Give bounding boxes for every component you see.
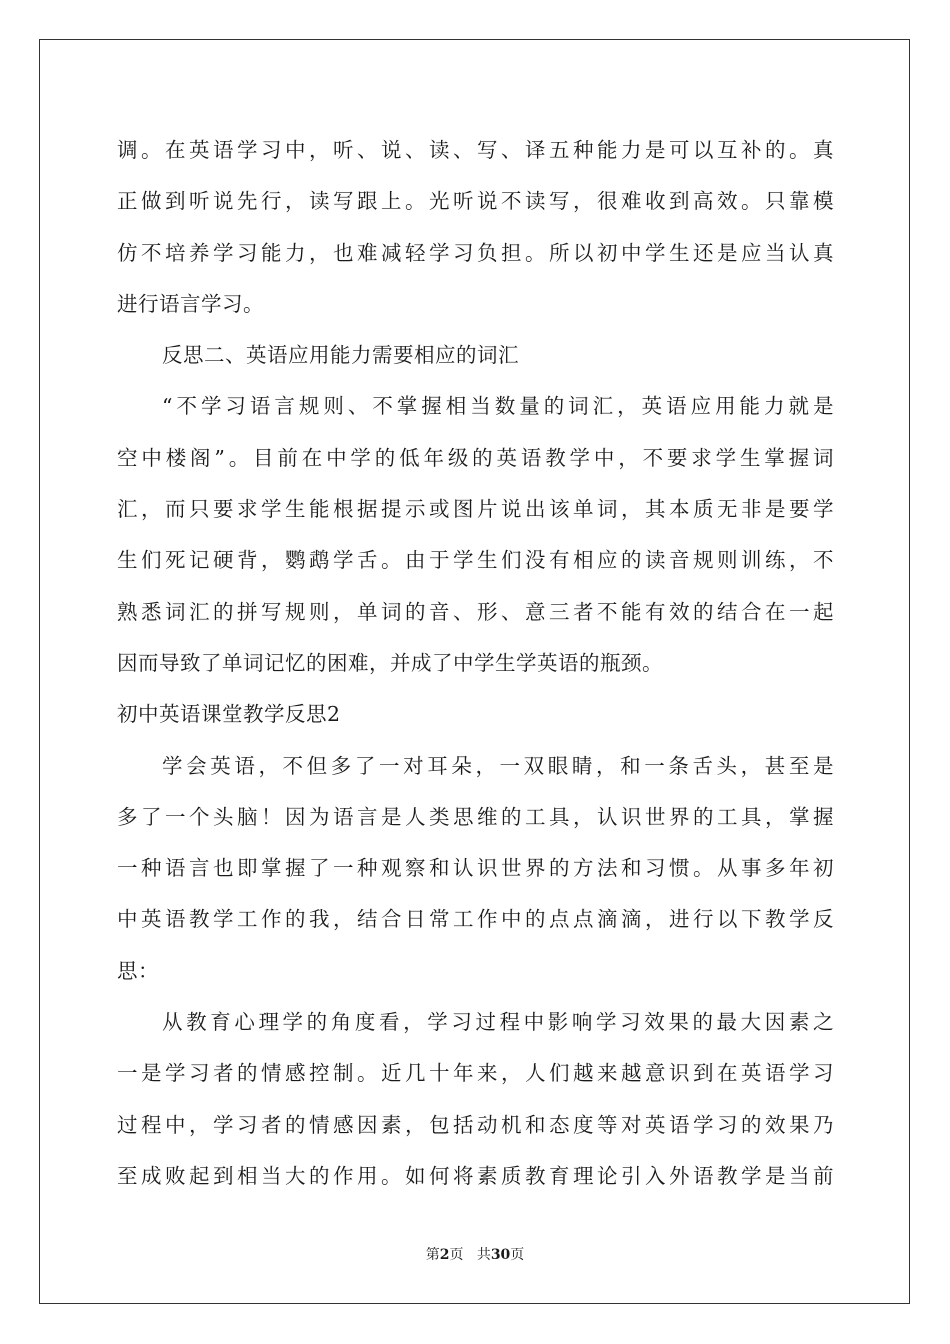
footer-page-number: 2 — [439, 1247, 450, 1263]
text-line: 多了一个头脑！因为语言是人类思维的工具，认识世界的工具，掌握 — [117, 804, 834, 829]
footer-total-suffix: 页 — [510, 1247, 525, 1263]
text-line: 仿不培养学习能力，也难减轻学习负担。所以初中学生还是应当认真 — [117, 240, 834, 265]
text-line: 从教育心理学的角度看，学习过程中影响学习效果的最大因素之 — [162, 1010, 834, 1035]
text-line: 反思二、英语应用能力需要相应的词汇 — [162, 343, 519, 368]
text-line: 至成败起到相当大的作用。如何将素质教育理论引入外语教学是当前 — [117, 1163, 834, 1188]
text-line: 一种语言也即掌握了一种观察和认识世界的方法和习惯。从事多年初 — [117, 856, 834, 881]
text-line: 因而导致了单词记忆的困难，并成了中学生学英语的瓶颈。 — [117, 650, 663, 675]
text-line: 空中楼阁”。目前在中学的低年级的英语教学中，不要求学生掌握词 — [117, 445, 834, 470]
footer-prefix: 第 — [425, 1247, 440, 1263]
text-line: 熟悉词汇的拼写规则，单词的音、形、意三者不能有效的结合在一起 — [117, 599, 834, 624]
text-line: 正做到听说先行，读写跟上。光听说不读写，很难收到高效。只靠模 — [117, 189, 834, 214]
text-line: 进行语言学习。 — [117, 291, 264, 316]
text-line: 调。在英语学习中，听、说、读、写、译五种能力是可以互补的。真 — [117, 138, 834, 162]
text-line: 汇，而只要求学生能根据提示或图片说出该单词，其本质无非是要学 — [117, 497, 834, 522]
section-heading: 初中英语课堂教学反思2 — [117, 702, 341, 727]
text-line: 中英语教学工作的我，结合日常工作中的点点滴滴，进行以下教学反 — [117, 907, 834, 932]
text-line: “不学习语言规则、不掌握相当数量的词汇，英语应用能力就是 — [162, 394, 834, 419]
footer-total-prefix: 共 — [476, 1247, 491, 1263]
footer-page-suffix: 页 — [449, 1247, 464, 1263]
text-line: 过程中，学习者的情感因素，包括动机和态度等对英语学习的效果乃 — [117, 1112, 834, 1137]
text-line: 一是学习者的情感控制。近几十年来，人们越来越意识到在英语学习 — [117, 1061, 834, 1086]
text-line: 思： — [117, 958, 159, 983]
page-footer — [0, 1244, 950, 1264]
document-body — [117, 125, 834, 1202]
text-line: 学会英语，不但多了一对耳朵，一双眼睛，和一条舌头，甚至是 — [162, 753, 834, 778]
footer-total-pages: 30 — [490, 1247, 511, 1263]
text-line: 生们死记硬背，鹦鹉学舌。由于学生们没有相应的读音规则训练，不 — [117, 548, 834, 573]
